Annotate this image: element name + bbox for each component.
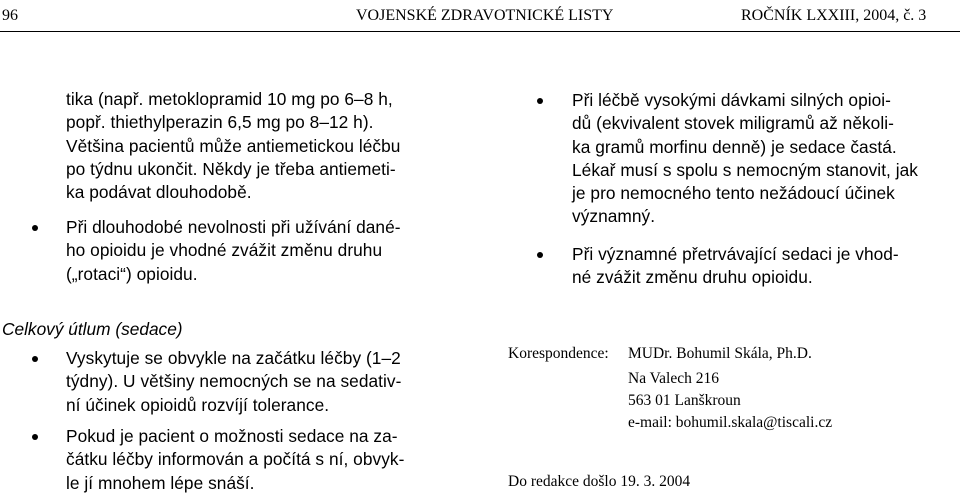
text-line: Většina pacientů může antiemetickou léčbu bbox=[66, 135, 401, 156]
text-line: významný. bbox=[572, 206, 656, 227]
text-line: tika (např. metoklopramid 10 mg po 6–8 h, bbox=[66, 89, 393, 109]
left-bullet-3 bbox=[66, 425, 404, 495]
left-bullet-1 bbox=[66, 216, 401, 286]
text-line: Při léčbě vysokými dávkami silných opioi- bbox=[572, 90, 891, 110]
page-number: 96 bbox=[2, 7, 18, 24]
text-line: („rotaci“) opioidu. bbox=[66, 263, 198, 284]
correspondence-city: 563 01 Lanškroun bbox=[628, 392, 741, 409]
text-line: popř. thiethylperazin 6,5 mg po 8–12 h). bbox=[66, 112, 374, 133]
text-line: dů (ekvivalent stovek miligramů až několi- bbox=[572, 113, 894, 134]
correspondence-street: Na Valech 216 bbox=[628, 370, 719, 387]
text-line: týdny). U většiny nemocných se na sedativ- bbox=[66, 371, 402, 392]
text-line: po týdnu ukončit. Někdy je třeba antiemeti- bbox=[66, 158, 396, 179]
volume-info: ROČNÍK LXXIII, 2004, č. 3 bbox=[741, 7, 927, 24]
bullet-dot bbox=[32, 225, 38, 231]
received-date: Do redakce došlo 19. 3. 2004 bbox=[508, 473, 691, 490]
text-line: né zvážit změnu druhu opioidu. bbox=[572, 267, 813, 288]
bullet-dot bbox=[32, 434, 38, 440]
right-bullet-1 bbox=[572, 89, 918, 229]
text-line: Pokud je pacient o možnosti sedace na za- bbox=[66, 426, 398, 446]
text-line: je pro nemocného tento nežádoucí účinek bbox=[572, 183, 895, 204]
right-bullet-2 bbox=[572, 243, 899, 290]
correspondence-label: Korespondence: bbox=[508, 345, 609, 362]
correspondence-email: e-mail: bohumil.skala@tiscali.cz bbox=[628, 414, 833, 431]
bullet-dot bbox=[537, 98, 543, 104]
text-line: Při dlouhodobé nevolnosti při užívání dané- bbox=[66, 217, 401, 237]
correspondence-name: MUDr. Bohumil Skála, Ph.D. bbox=[628, 345, 812, 362]
bullet-dot bbox=[32, 356, 38, 362]
text-line: Při významné přetrvávající sedaci je vhod- bbox=[572, 244, 899, 264]
text-line: Lékař musí s spolu s nemocným stanovit, jak bbox=[572, 159, 918, 180]
text-line: ho opioidu je vhodné zvážit změnu druhu bbox=[66, 240, 383, 261]
text-line: ní účinek opioidů rozvíjí tolerance. bbox=[66, 394, 330, 415]
journal-title: VOJENSKÉ ZDRAVOTNICKÉ LISTY bbox=[356, 7, 614, 24]
left-bullet-2 bbox=[66, 347, 401, 417]
bullet-dot bbox=[537, 252, 543, 258]
section-heading: Celkový útlum (sedace) bbox=[2, 319, 183, 339]
text-line: ka podávat dlouhodobě. bbox=[66, 182, 252, 203]
header-rule bbox=[0, 31, 960, 32]
text-line: ka gramů morfinu denně) je sedace častá. bbox=[572, 136, 897, 157]
left-paragraph bbox=[66, 88, 400, 204]
text-line: le jí mnohem lépe snáší. bbox=[66, 472, 255, 493]
text-line: Vyskytuje se obvykle na začátku léčby (1–2 bbox=[66, 348, 401, 368]
text-line: čátku léčby informován a počítá s ní, obvyk- bbox=[66, 449, 405, 470]
